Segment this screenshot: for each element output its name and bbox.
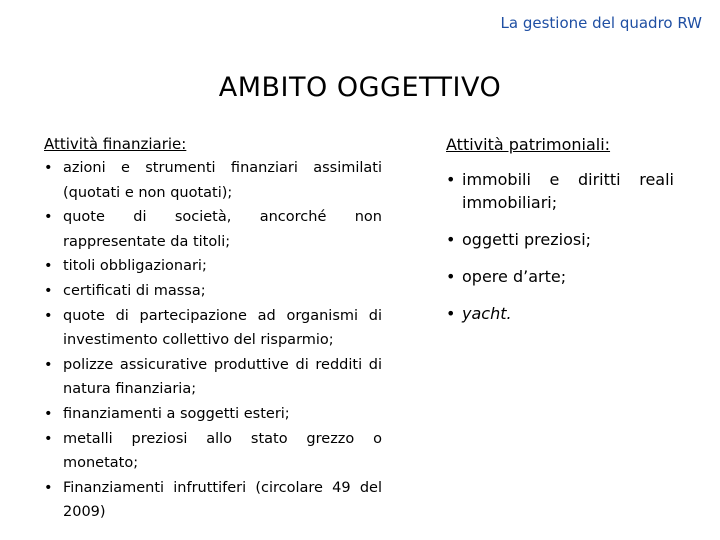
list-item: • quote di società, ancorché non rappresentate da titoli; xyxy=(44,205,382,254)
bullet-icon: • xyxy=(44,405,53,422)
list-item: • polizze assicurative produttive di redditi di natura finanziaria; xyxy=(44,353,382,402)
section-header-title: La gestione del quadro RW xyxy=(500,14,702,32)
list-item: • immobili e diritti reali immobiliari; xyxy=(446,170,674,212)
patrimonial-assets-column xyxy=(446,132,674,339)
list-item: • quote di partecipazione ad organismi di investimento collettivo del risparmio; xyxy=(44,304,382,353)
bullet-icon: • xyxy=(44,209,53,226)
list-item: • certificati di massa; xyxy=(44,279,382,304)
financial-assets-heading: Attività finanziarie: xyxy=(44,135,187,153)
patrimonial-assets-heading: Attività patrimoniali: xyxy=(446,135,611,154)
list-item: • yacht. xyxy=(446,304,512,323)
patrimonial-assets-list xyxy=(446,168,674,325)
bullet-icon: • xyxy=(44,356,53,373)
bullet-icon: • xyxy=(446,230,456,249)
list-item: • metalli preziosi allo stato grezzo o monetato; xyxy=(44,427,382,476)
bullet-icon: • xyxy=(446,304,456,323)
bullet-icon: • xyxy=(44,282,53,299)
slide-title: AMBITO OGGETTIVO xyxy=(218,72,502,103)
list-item: • titoli obbligazionari; xyxy=(44,254,382,279)
financial-assets-list xyxy=(44,156,382,525)
list-item: • Finanziamenti infruttiferi (circolare 49 del 2009) xyxy=(44,476,382,525)
bullet-icon: • xyxy=(44,258,53,275)
list-item: • azioni e strumenti finanziari assimilati (quotati e non quotati); xyxy=(44,156,382,205)
list-item: • finanziamenti a soggetti esteri; xyxy=(44,402,382,427)
bullet-icon: • xyxy=(446,267,456,286)
list-item: • oggetti preziosi; xyxy=(446,230,592,249)
bullet-icon: • xyxy=(44,430,53,447)
bullet-icon: • xyxy=(446,170,456,189)
bullet-icon: • xyxy=(44,307,53,324)
financial-assets-column xyxy=(44,132,382,525)
bullet-icon: • xyxy=(44,479,53,496)
bullet-icon: • xyxy=(44,160,53,176)
list-item: • opere d’arte; xyxy=(446,267,567,286)
